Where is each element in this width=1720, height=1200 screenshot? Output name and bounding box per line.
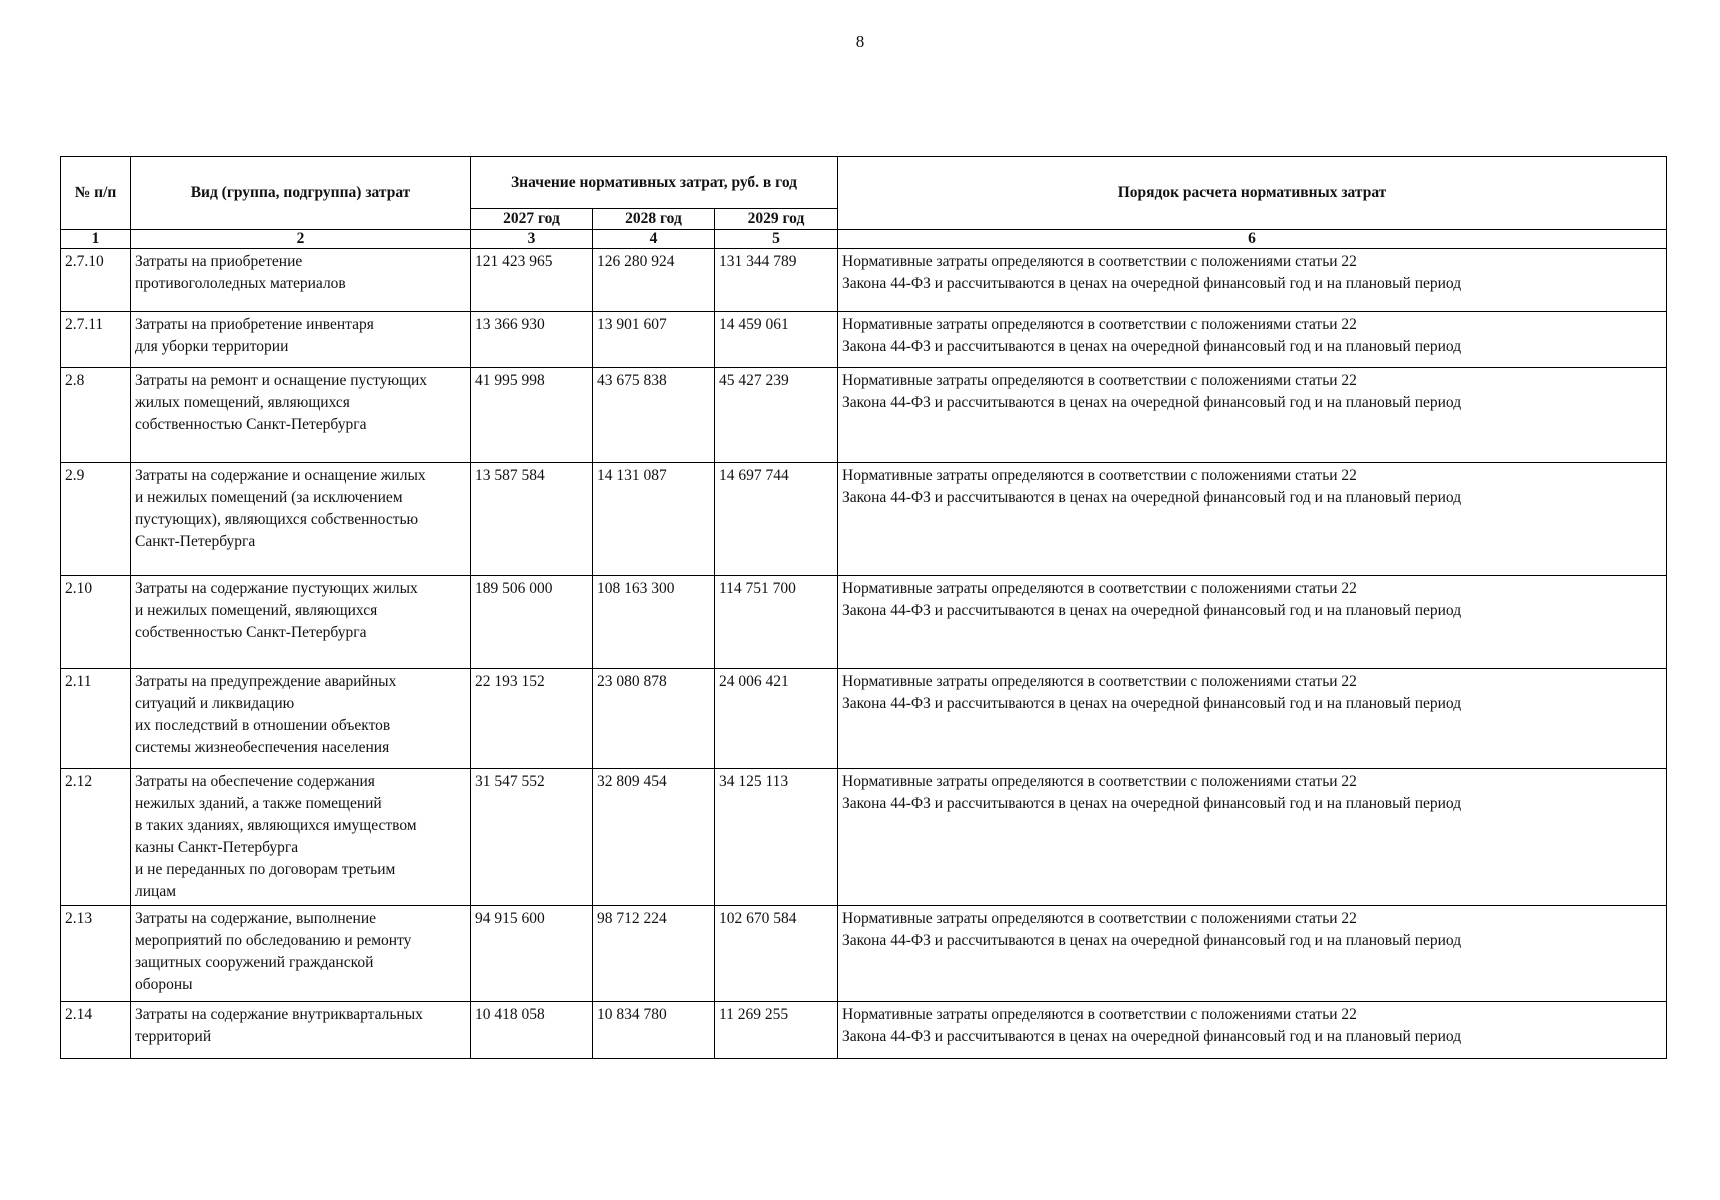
column-numbers-row xyxy=(61,230,1667,249)
table-row xyxy=(61,1002,1667,1059)
cost-type-cell: Затраты на содержание внутриквартальных территорий xyxy=(131,1002,471,1059)
calc-method-cell: Нормативные затраты определяются в соответствии с положениями статьи 22 Закона 44-ФЗ и рассчитываются в ценах на очередной финансовый год и на плановый период xyxy=(838,1002,1667,1059)
table-row xyxy=(61,669,1667,769)
value-2028-cell: 126 280 924 xyxy=(593,249,715,312)
value-2027-cell: 31 547 552 xyxy=(471,769,593,906)
value-2029-cell: 131 344 789 xyxy=(715,249,838,312)
table-row xyxy=(61,463,1667,576)
value-2028-cell: 108 163 300 xyxy=(593,576,715,669)
value-2027-cell: 41 995 998 xyxy=(471,368,593,463)
row-number-cell: 2.13 xyxy=(61,906,131,1002)
value-2028-cell: 13 901 607 xyxy=(593,312,715,368)
value-2029-cell: 24 006 421 xyxy=(715,669,838,769)
cost-type-cell: Затраты на содержание, выполнение мероприятий по обследованию и ремонту защитных сооружений гражданской обороны xyxy=(131,906,471,1002)
normative-costs-table xyxy=(60,156,1667,1059)
value-2029-cell: 14 697 744 xyxy=(715,463,838,576)
row-number-cell: 2.12 xyxy=(61,769,131,906)
value-2029-cell: 34 125 113 xyxy=(715,769,838,906)
calc-method-cell: Нормативные затраты определяются в соответствии с положениями статьи 22 Закона 44-ФЗ и рассчитываются в ценах на очередной финансовый год и на плановый период xyxy=(838,249,1667,312)
column-number: 6 xyxy=(838,230,1667,249)
value-2027-cell: 13 366 930 xyxy=(471,312,593,368)
column-number: 2 xyxy=(131,230,471,249)
header-cost-type: Вид (группа, подгруппа) затрат xyxy=(131,157,471,230)
table-row xyxy=(61,906,1667,1002)
calc-method-cell: Нормативные затраты определяются в соответствии с положениями статьи 22 Закона 44-ФЗ и рассчитываются в ценах на очередной финансовый год и на плановый период xyxy=(838,368,1667,463)
calc-method-cell: Нормативные затраты определяются в соответствии с положениями статьи 22 Закона 44-ФЗ и рассчитываются в ценах на очередной финансовый год и на плановый период xyxy=(838,463,1667,576)
value-2029-cell: 11 269 255 xyxy=(715,1002,838,1059)
value-2029-cell: 45 427 239 xyxy=(715,368,838,463)
table-row xyxy=(61,576,1667,669)
value-2028-cell: 98 712 224 xyxy=(593,906,715,1002)
value-2027-cell: 22 193 152 xyxy=(471,669,593,769)
value-2027-cell: 13 587 584 xyxy=(471,463,593,576)
cost-type-cell: Затраты на приобретение противогололедных материалов xyxy=(131,249,471,312)
value-2027-cell: 121 423 965 xyxy=(471,249,593,312)
table-row xyxy=(61,368,1667,463)
row-number-cell: 2.8 xyxy=(61,368,131,463)
row-number-cell: 2.10 xyxy=(61,576,131,669)
table-row xyxy=(61,249,1667,312)
value-2027-cell: 10 418 058 xyxy=(471,1002,593,1059)
value-2028-cell: 14 131 087 xyxy=(593,463,715,576)
column-number: 3 xyxy=(471,230,593,249)
page-number: 8 xyxy=(855,32,865,51)
row-number-cell: 2.7.10 xyxy=(61,249,131,312)
calc-method-cell: Нормативные затраты определяются в соответствии с положениями статьи 22 Закона 44-ФЗ и рассчитываются в ценах на очередной финансовый год и на плановый период xyxy=(838,769,1667,906)
cost-type-cell: Затраты на приобретение инвентаря для уборки территории xyxy=(131,312,471,368)
header-values-group: Значение нормативных затрат, руб. в год xyxy=(471,157,838,209)
header-calc-method: Порядок расчета нормативных затрат xyxy=(838,157,1667,230)
calc-method-cell: Нормативные затраты определяются в соответствии с положениями статьи 22 Закона 44-ФЗ и рассчитываются в ценах на очередной финансовый год и на плановый период xyxy=(838,312,1667,368)
value-2029-cell: 114 751 700 xyxy=(715,576,838,669)
value-2029-cell: 102 670 584 xyxy=(715,906,838,1002)
cost-type-cell: Затраты на обеспечение содержания нежилых зданий, а также помещений в таких зданиях, являющихся имуществом казны Санкт-Петербурга и не переданных по договорам третьим лицам xyxy=(131,769,471,906)
value-2027-cell: 189 506 000 xyxy=(471,576,593,669)
value-2028-cell: 10 834 780 xyxy=(593,1002,715,1059)
value-2028-cell: 43 675 838 xyxy=(593,368,715,463)
cost-type-cell: Затраты на предупреждение аварийных ситуаций и ликвидацию их последствий в отношении объектов системы жизнеобеспечения населения xyxy=(131,669,471,769)
row-number-cell: 2.14 xyxy=(61,1002,131,1059)
table-row xyxy=(61,769,1667,906)
header-year-2029: 2029 год xyxy=(715,209,838,230)
header-year-2028: 2028 год xyxy=(593,209,715,230)
value-2027-cell: 94 915 600 xyxy=(471,906,593,1002)
column-number: 1 xyxy=(61,230,131,249)
column-number: 5 xyxy=(715,230,838,249)
cost-type-cell: Затраты на содержание пустующих жилых и нежилых помещений, являющихся собственностью Санкт-Петербурга xyxy=(131,576,471,669)
column-number: 4 xyxy=(593,230,715,249)
row-number-cell: 2.7.11 xyxy=(61,312,131,368)
calc-method-cell: Нормативные затраты определяются в соответствии с положениями статьи 22 Закона 44-ФЗ и рассчитываются в ценах на очередной финансовый год и на плановый период xyxy=(838,576,1667,669)
cost-type-cell: Затраты на ремонт и оснащение пустующих жилых помещений, являющихся собственностью Санкт-Петербурга xyxy=(131,368,471,463)
table-row xyxy=(61,312,1667,368)
header-year-2027: 2027 год xyxy=(471,209,593,230)
header-num: № п/п xyxy=(61,157,131,230)
row-number-cell: 2.11 xyxy=(61,669,131,769)
calc-method-cell: Нормативные затраты определяются в соответствии с положениями статьи 22 Закона 44-ФЗ и рассчитываются в ценах на очередной финансовый год и на плановый период xyxy=(838,669,1667,769)
value-2029-cell: 14 459 061 xyxy=(715,312,838,368)
row-number-cell: 2.9 xyxy=(61,463,131,576)
value-2028-cell: 32 809 454 xyxy=(593,769,715,906)
cost-type-cell: Затраты на содержание и оснащение жилых и нежилых помещений (за исключением пустующих), являющихся собственностью Санкт-Петербурга xyxy=(131,463,471,576)
value-2028-cell: 23 080 878 xyxy=(593,669,715,769)
calc-method-cell: Нормативные затраты определяются в соответствии с положениями статьи 22 Закона 44-ФЗ и рассчитываются в ценах на очередной финансовый год и на плановый период xyxy=(838,906,1667,1002)
